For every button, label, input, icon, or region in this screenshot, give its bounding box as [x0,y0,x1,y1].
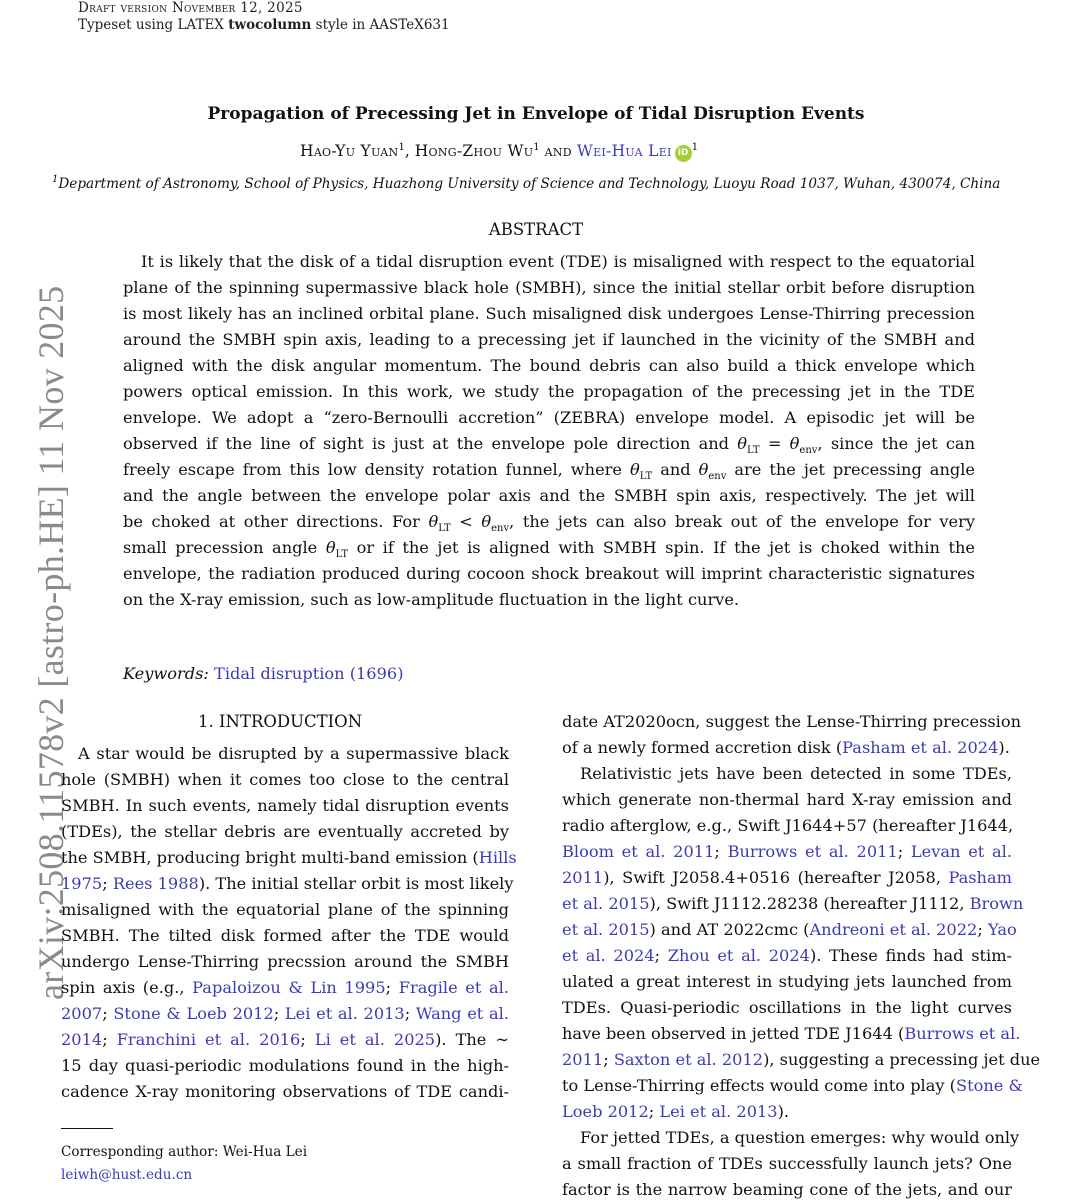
body-line: of a newly formed accretion disk (Pasham et al. 2024). [562,738,1010,757]
body-line: SMBH. In such events, namely tidal disruption events [61,796,509,815]
abstract-line: powers optical emission. In this work, we study the propagation of the precessing jet in the TDE [123,382,975,401]
body-line: a small fraction of TDEs successfully launch jets? One [562,1154,1012,1173]
body-line: factor is the narrow beaming cone of the jets, and our [562,1180,1012,1199]
body-line: Bloom et al. 2011; Burrows et al. 2011; Levan et al. [562,842,1012,861]
body-line: the SMBH, producing bright multi-band emission (Hills [61,848,517,867]
body-line: which generate non-thermal hard X-ray emission and [562,790,1012,809]
affiliation-mark: 1 [52,174,59,185]
citation-link[interactable]: Yao [987,920,1017,939]
citation-link[interactable]: et al. 2015 [562,894,650,913]
footnote-rule [61,1128,113,1129]
citation-link[interactable]: Pasham [948,868,1012,887]
typeset-prefix: Typeset using [78,17,178,33]
arxiv-stamp [0,0,71,1200]
body-line: cadence X-ray monitoring observations of TDE candi- [61,1082,509,1101]
body-line: (TDEs), the stellar debris are eventually accreted by [61,822,509,841]
affiliation [52,176,1000,192]
citation-link[interactable]: et al. 2015 [562,920,650,939]
body-line: 1975; Rees 1988). The initial stellar orbit is most likely [61,874,514,893]
body-line: radio afterglow, e.g., Swift J1644+57 (hereafter J1644, [562,816,1014,835]
draft-version: Draft version November 12, 2025 [78,0,303,16]
citation-link[interactable]: Burrows et al. [904,1024,1021,1043]
abstract-line: small precession angle $\theta_{LT}$ or if the jet is aligned with SMBH spin. If the jet is choked within the [123,538,975,561]
citation-link[interactable]: Wang et al. [415,1004,509,1023]
citation-link[interactable]: 2014 [61,1030,103,1049]
typeset-style: twocolumn [228,17,312,33]
citation-link[interactable]: Stone & [956,1076,1023,1095]
citation-link[interactable]: et al. 2024 [562,946,655,965]
body-line: have been observed in jetted TDE J1644 (Burrows et al. [562,1024,1021,1043]
citation-link[interactable]: Franchini et al. 2016 [116,1030,301,1049]
abstract-line: aligned with the disk angular momentum. The bound debris can also build a thick envelope which [123,356,975,375]
abstract-line: It is likely that the disk of a tidal disruption event (TDE) is misaligned with respect to the equatorial [141,252,975,271]
citation-link[interactable]: Andreoni et al. 2022 [809,920,978,939]
author-affil-mark: 1 [398,142,405,153]
citation-link[interactable]: Rees 1988 [112,874,199,893]
body-line: 2011), Swift J2058.4+0516 (hereafter J2058, Pasham [562,868,1012,887]
author-affil-mark: 1 [691,142,699,153]
citation-link[interactable]: Burrows et al. 2011 [727,842,898,861]
citation-link[interactable]: 2011 [562,1050,604,1069]
abstract-line: observed if the line of sight is just at the envelope pole direction and $\theta_{LT} = \theta_{env}$, since the jet can [123,434,975,457]
body-line: et al. 2015) and AT 2022cmc (Andreoni et al. 2022; Yao [562,920,1017,939]
citation-link[interactable]: Stone & Loeb 2012 [113,1004,274,1023]
body-line: misaligned with the equatorial plane of the spinning [61,900,509,919]
body-line: spin axis (e.g., Papaloizou & Lin 1995; Fragile et al. [61,978,509,997]
paper-title: Propagation of Precessing Jet in Envelope of Tidal Disruption Events [207,104,865,124]
citation-link[interactable]: Saxton et al. 2012 [613,1050,764,1069]
citation-link[interactable]: Papaloizou & Lin 1995 [192,978,386,997]
abstract-line: is most likely has an inclined orbital plane. Such misaligned disk undergoes Lense-Thirring precession [123,304,975,323]
body-line: 2011; Saxton et al. 2012), suggesting a precessing jet due [562,1050,1041,1069]
author-name: Hao-Yu Yuan [300,142,399,160]
citation-link[interactable]: Bloom et al. 2011 [562,842,715,861]
abstract-line: and the angle between the envelope polar axis and the SMBH spin axis, respectively. The jet will [123,486,975,505]
body-line: undergo Lense-Thirring precssion around the SMBH [61,952,509,971]
body-line: 2014; Franchini et al. 2016; Li et al. 2025). The ∼ [61,1030,509,1049]
body-line: For jetted TDEs, a question emerges: why would only [580,1128,1020,1147]
citation-link[interactable]: Lei et al. 2013 [284,1004,405,1023]
body-line: 2007; Stone & Loeb 2012; Lei et al. 2013; Wang et al. [61,1004,509,1023]
citation-link[interactable]: Li et al. 2025 [314,1030,436,1049]
abstract-line: envelope, the radiation produced during cocoon shock breakout will imprint characteristic signatures [123,564,975,583]
author-list: Hao-Yu Yuan$^1$, Hong-Zhou Wu$^1$ and Wei-Hua Lei iD $^1$ [300,142,699,160]
body-line: 15 day quasi-periodic modulations found in the high- [61,1056,509,1075]
author-and: and [544,142,572,160]
citation-link[interactable]: Hills [478,848,517,867]
body-line: SMBH. The tilted disk formed after the TDE would [61,926,509,945]
citation-link[interactable]: Loeb 2012 [562,1102,649,1121]
email-link[interactable]: leiwh@hust.edu.cn [61,1167,193,1183]
typeset-suffix: style in AASTeX631 [311,17,450,33]
section-heading-introduction: 1. INTRODUCTION [198,712,363,731]
citation-link[interactable]: 1975 [61,874,103,893]
citation-link[interactable]: 2011 [562,868,604,887]
body-line: to Lense-Thirring effects would come into play (Stone & [562,1076,1023,1095]
body-line: et al. 2015), Swift J1112.28238 (hereafter J1112, Brown [562,894,1024,913]
body-line: A star would be disrupted by a supermassive black [78,744,509,763]
citation-link[interactable]: Zhou et al. 2024 [667,946,810,965]
citation-link[interactable]: 2007 [61,1004,103,1023]
abstract-line: on the X-ray emission, such as low-amplitude fluctuation in the light curve. [123,590,740,609]
citation-link[interactable]: Levan et al. [910,842,1012,861]
author-affil-mark: 1 [533,142,540,153]
keywords-label: Keywords: [123,664,209,683]
keywords [123,664,404,683]
author-name: Hong-Zhou Wu [414,142,534,160]
abstract-line: freely escape from this low density rotation funnel, where $\theta_{LT}$ and $\theta_{env}$ are the jet precessing angle [123,460,975,483]
body-line: Relativistic jets have been detected in some TDEs, [580,764,1012,783]
body-line: et al. 2024; Zhou et al. 2024). These finds had stim- [562,946,1013,965]
citation-link[interactable]: Fragile et al. [398,978,509,997]
body-line: hole (SMBH) when it comes too close to the central [61,770,509,789]
orcid-icon[interactable]: iD [675,145,692,162]
citation-link[interactable]: Pasham et al. 2024 [842,738,999,757]
latex-logo: LATEX [177,17,224,33]
arxiv-stamp-text: arXiv:2508.11578v2 [astro-ph.HE] 11 Nov 2025 [31,285,71,1000]
body-line: ulated a great interest in studying jets launched from [562,972,1012,991]
citation-link[interactable]: Brown [969,894,1024,913]
citation-link[interactable]: Lei et al. 2013 [659,1102,778,1121]
affiliation-text: Department of Astronomy, School of Physics, Huazhong University of Science and Technology, Luoyu Road 1037, Wuhan, 430074, China [58,176,1001,192]
abstract-line: plane of the spinning supermassive black hole (SMBH), since the initial stellar orbit before disruption [123,278,975,297]
typeset-note [78,17,450,33]
abstract-line: be choked at other directions. For $\theta_{LT} < \theta_{env}$, the jets can also break out of the envelope for very [123,512,975,535]
body-line: date AT2020ocn, suggest the Lense-Thirring precession [562,712,1022,731]
body-line: Loeb 2012; Lei et al. 2013). [562,1102,790,1121]
author-link-lei[interactable]: Wei-Hua Lei [576,142,672,160]
abstract-line: envelope. We adopt a “zero-Bernoulli accretion” (ZEBRA) envelope model. A episodic jet will be [123,408,975,427]
corresponding-author: Corresponding author: Wei-Hua Lei [61,1144,308,1160]
abstract-heading: ABSTRACT [488,220,584,239]
body-line: TDEs. Quasi-periodic oscillations in the light curves [562,998,1012,1017]
keyword-link[interactable]: Tidal disruption (1696) [214,664,404,683]
abstract-line: around the SMBH spin axis, leading to a precessing jet if launched in the vicinity of the SMBH and [123,330,975,349]
